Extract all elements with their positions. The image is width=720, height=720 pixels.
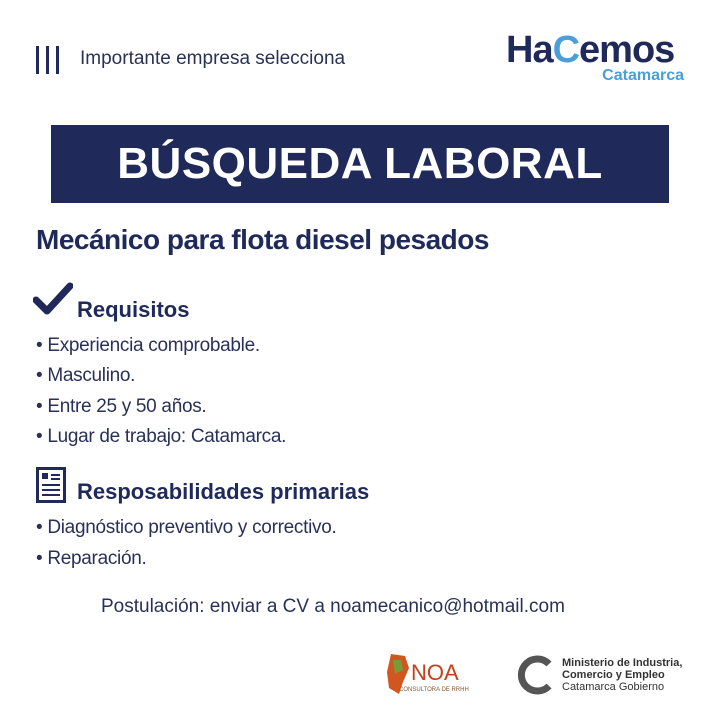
list-item: • Diagnóstico preventivo y correctivo. [36, 517, 337, 538]
job-title: Mecánico para flota diesel pesados [36, 224, 489, 255]
list-item: • Reparación. [36, 548, 147, 569]
noa-logo: NOA CONSULTORA DE RRHH [385, 652, 475, 698]
list-item: • Entre 25 y 50 años. [36, 396, 207, 417]
banner-title: BÚSQUEDA LABORAL [51, 125, 669, 203]
checkmark-icon [33, 282, 73, 316]
ministry-c-icon [515, 654, 557, 696]
bars-icon [36, 46, 66, 74]
contact-text: Postulación: enviar a CV a noamecanico@hotmail.com [101, 596, 565, 617]
hacemos-logo: HaCemos Catamarca [506, 29, 684, 84]
ministry-logo: Ministerio de Industria, Comercio y Empleo Catamarca Gobierno [515, 652, 705, 698]
responsibilities-heading: Resposabilidades primarias [77, 479, 370, 504]
list-item: • Experiencia comprobable. [36, 335, 260, 356]
list-item: • Lugar de trabajo: Catamarca. [36, 426, 287, 447]
tagline: Importante empresa selecciona [80, 48, 346, 69]
document-icon [36, 467, 66, 503]
list-item: • Masculino. [36, 365, 136, 386]
requirements-heading: Requisitos [77, 297, 190, 322]
